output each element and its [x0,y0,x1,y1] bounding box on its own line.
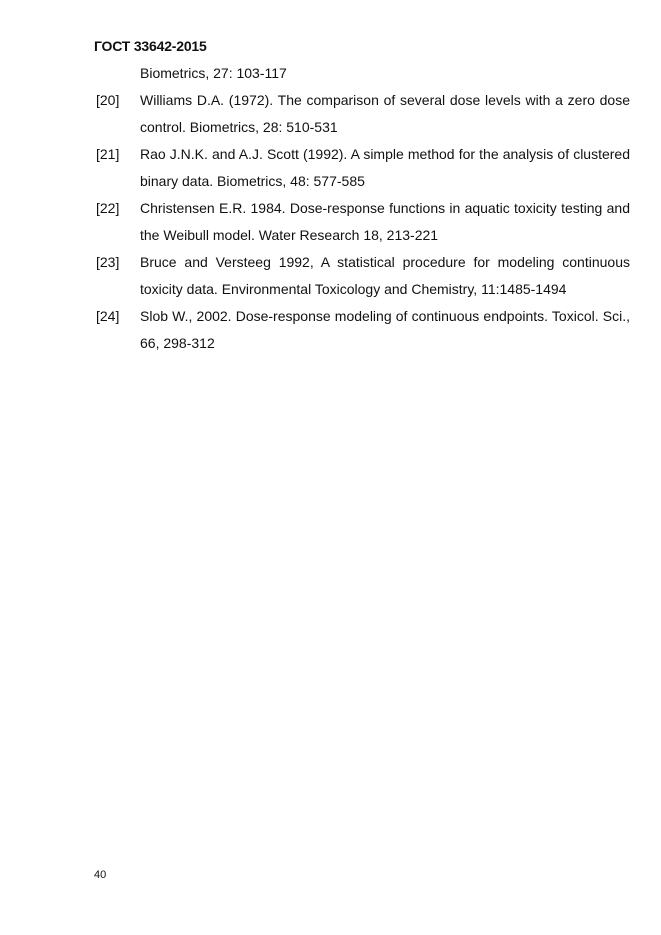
reference-number: [20] [96,92,120,108]
reference-item-23 [96,249,630,303]
reference-item-21 [96,141,630,195]
reference-text: Williams D.A. (1972). The comparison of several dose levels with a zero dose control. Biometrics, 28: 510-531 [140,92,630,135]
reference-number: [21] [96,146,120,162]
page-number: 40 [94,869,107,881]
reference-list [96,60,630,357]
reference-continuation-text: Biometrics, 27: 103-117 [140,65,287,81]
reference-text: Christensen E.R. 1984. Dose-response functions in aquatic toxicity testing and the Weibull model. Water Research 18, 213-221 [140,200,630,243]
reference-number: [22] [96,200,120,216]
reference-number: [24] [96,308,120,324]
reference-text: Slob W., 2002. Dose-response modeling of continuous endpoints. Toxicol. Sci., 66, 298-312 [140,308,630,351]
reference-item-20 [96,87,630,141]
reference-item-24 [96,303,630,357]
document-header: ГОСТ 33642-2015 [94,38,207,54]
reference-text: Rao J.N.K. and A.J. Scott (1992). A simple method for the analysis of clustered binary data. Biometrics, 48: 577-585 [140,146,630,189]
reference-item-22 [96,195,630,249]
reference-continuation [96,60,630,87]
reference-number: [23] [96,254,120,270]
reference-text: Bruce and Versteeg 1992, A statistical procedure for modeling continuous toxicity data. Environmental Toxicology and Chemistry, 11:1485-1494 [140,254,630,297]
